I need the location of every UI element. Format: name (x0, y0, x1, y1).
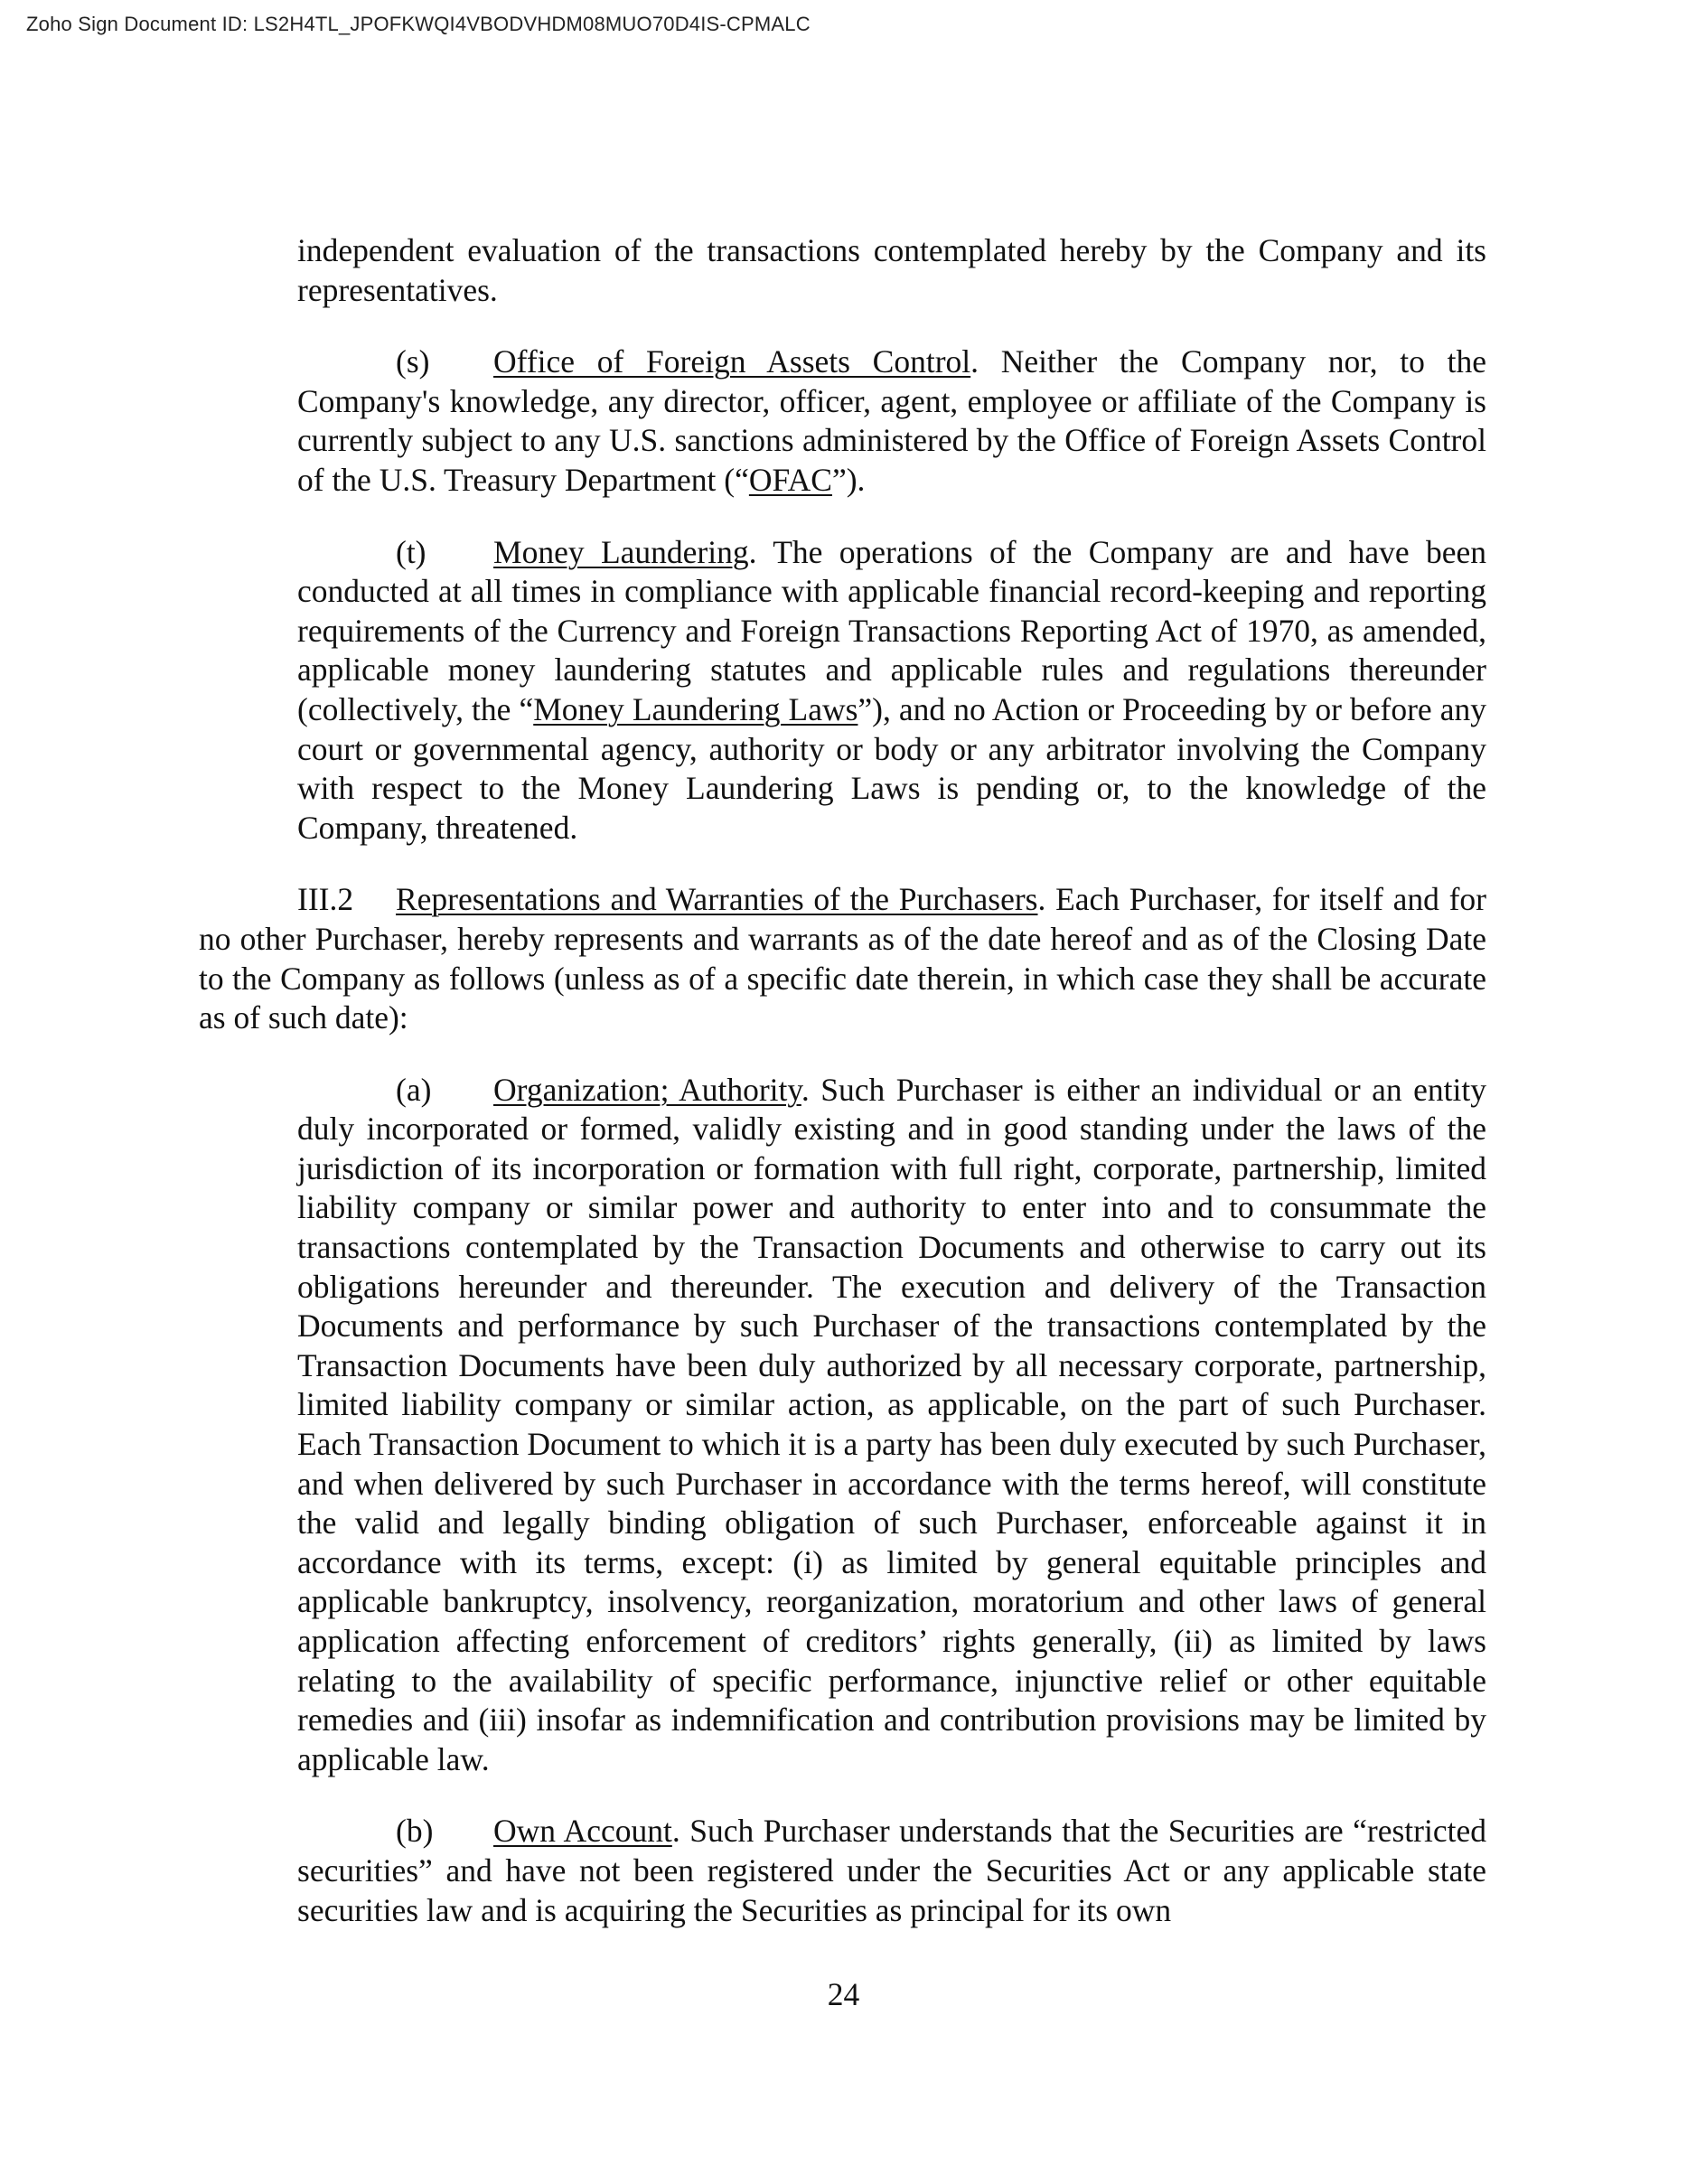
paragraph-a-organization (297, 1071, 1486, 1780)
paragraph-text: ”). (831, 461, 866, 498)
document-id-header: Zoho Sign Document ID: LS2H4TL_JPOFKWQI4VBODVHDM08MUO70D4IS-CPMALC (26, 13, 811, 35)
paragraph-text: . Such Purchaser is either an individual or an entity duly incorporated or formed, validly existing and in good standing under the laws of the jurisdiction of its incorporation or formation with full right, corporate, partnership, limited liability company or similar power and authority to enter into and to consummate the transactions contemplated by the Transaction Documents and otherwise to carry out its obligations hereunder and thereunder. The execution and delivery of the Transaction Documents and performance by such Purchaser of the transactions contemplated by the Transaction Documents have been duly authorized by all necessary corporate, partnership, limited liability company or similar action, as applicable, on the part of such Purchaser. Each Transaction Document to which it is a party has been duly executed by such Purchaser, and when delivered by such Purchaser in accordance with the terms hereof, will constitute the valid and legally binding obligation of such Purchaser, enforceable against it in accordance with its terms, except: (i) as limited by general equitable principles and applicable bankruptcy, insolvency, reorganization, moratorium and other laws of general application affecting enforcement of creditors’ rights generally, (ii) as limited by laws relating to the availability of specific performance, injunctive relief or other equitable remedies and (iii) insofar as indemnification and contribution provisions may be limited by applicable law. (297, 1071, 1486, 1777)
section-iii-2 (199, 880, 1486, 1037)
paragraph-text: . Each Purchaser, for itself and for no other Purchaser, hereby represents and warrants as of the date hereof and as of the Closing Date to the Company as follows (unless as of a specific date therein, in which case they shall be accurate as of such date): (199, 881, 1486, 1036)
heading-money-laundering: Money Laundering (493, 533, 749, 570)
paragraph-s-ofac (297, 342, 1486, 500)
page-number: 24 (827, 1976, 860, 2012)
paragraph-text: independent evaluation of the transactions contemplated hereby by the Company and its representatives. (297, 232, 1486, 308)
paragraph-text: . The operations of the Company are and have been conducted at all times in compliance with applicable financial record-keeping and reporting requirements of the Currency and Foreign Transactions Reporting Act of 1970, as amended, applicable money laundering statutes and applicable rules and regulations thereunder (collectively, the “ (297, 533, 1486, 727)
defined-term-money-laundering-laws: Money Laundering Laws (533, 690, 858, 727)
heading-own-account: Own Account (493, 1813, 672, 1850)
heading-organization-authority: Organization; Authority (493, 1071, 801, 1108)
paragraph-text: . Such Purchaser understands that the Securities are “restricted securities” and have not been registered under the Securities Act or any applicable state securities law and is acquiring the Securities as principal for its own (297, 1813, 1486, 1928)
paragraph-text: . Neither the Company nor, to the Company's knowledge, any director, officer, agent, employee or affiliate of the Company is currently subject to any U.S. sanctions administered by the Office of Foreign Assets Control of the U.S. Treasury Department (“ (297, 343, 1487, 498)
document-body (199, 231, 1486, 1930)
defined-term-ofac: OFAC (748, 461, 832, 498)
enumerator-b: (b) (396, 1813, 434, 1850)
enumerator-t: (t) (396, 533, 426, 570)
heading-representations-purchasers: Representations and Warranties of the Purchasers (396, 881, 1038, 918)
enumerator-s: (s) (396, 343, 430, 380)
heading-ofac: Office of Foreign Assets Control (493, 343, 971, 380)
paragraph-text: ”), and no Action or Proceeding by or before any court or governmental agency, authority or body or any arbitrator involving the Company with respect to the Money Laundering Laws is pending or, to the knowledge of the Company, threatened. (297, 690, 1486, 846)
paragraph-t-money-laundering (297, 533, 1486, 848)
section-number: III.2 (297, 881, 354, 918)
paragraph-b-own-account (297, 1812, 1486, 1930)
enumerator-a: (a) (396, 1071, 432, 1108)
paragraph-continuation (297, 231, 1486, 310)
